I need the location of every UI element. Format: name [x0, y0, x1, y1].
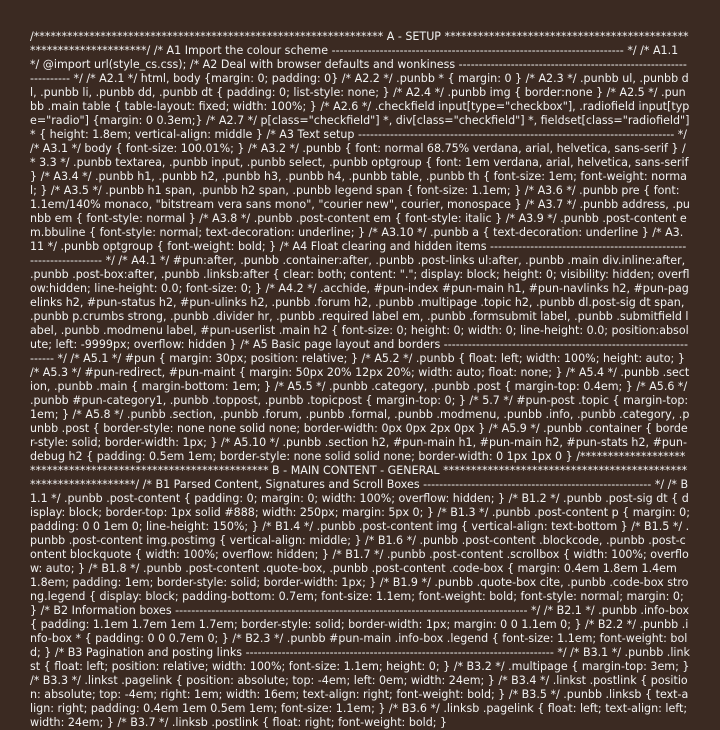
- stylesheet-source-text: /*************************************************************** A - SETUP *****************************************************************/ /* A1 Import the colour scheme ------------------------------------------------------------------------- */ /* A1.1 */ @import url(style_cs.css); /* A2 Deal with browser defaults and wonkiness ------------------------------------------------------------------- */ /* A2.1 */ html, body {margin: 0; padding: 0} /* A2.2 */ .punbb * { margin: 0 } /* A2.3 */ .punbb ul, .punbb dl, .punbb li, .punbb dd, .punbb dt { padding: 0; list-style: none; } /* A2.4 */ .punbb img { border:none } /* A2.5 */ .punbb .main table { table-layout: fixed; width: 100%; } /* A2.6 */ .checkfield input[type="checkbox"], .radiofield input[type="radio"] {margin: 0 0.3em;} /* A2.7 */ p[class="checkfield"] *, div[class="checkfield"] *, fieldset[class="radiofield"] * { height: 1.8em; vertical-align: middle } /* A3 Text setup ------------------------------------------------------------------------------- */ /* A3.1 */ body { font-size: 100.01%; } /* A3.2 */ .punbb { font: normal 68.75% verdana, arial, helvetica, sans-serif } /* 3.3 */ .punbb textarea, .punbb input, .punbb select, .punbb optgroup { font: 1em verdana, arial, helvetica, sans-serif } /* A3.4 */ .punbb h1, .punbb h2, .punbb h3, .punbb h4, .punbb table, .punbb th { font-size: 1em; font-weight: normal; } /* A3.5 */ .punbb h1 span, .punbb h2 span, .punbb legend span { font-size: 1.1em; } /* A3.6 */ .punbb pre { font: 1.1em/140% monaco, "bitstream vera sans mono", "courier new", courier, monospace } /* A3.7 */ .punbb address, .punbb em { font-style: normal } /* A3.8 */ .punbb .post-content em { font-style: italic } /* A3.9 */ .punbb .post-content em.bbuline { font-style: normal; text-decoration: underline; } /* A3.10 */ .punbb a { text-decoration: underline } /* A3.11 */ .punbb optgroup { font-weight: bold; } /* A4 Float clearing and hidden items ------------------------------------------------------------------- */ /* A4.1 */ #pun:after, .punbb .container:after, .punbb .post-links ul:after, .punbb .main div.inline:after, .punbb .post-box:after, .punbb .linksb:after { clear: both; content: "."; display: block; height: 0; visibility: hidden; overflow:hidden; line-height: 0.0; font-size: 0; } /* A4.2 */ .acchide, #pun-index #pun-main h1, #pun-navlinks h2, #pun-pagelinks h2, #pun-status h2, #pun-ulinks h2, .punbb .forum h2, .punbb .multipage .topic h2, .punbb dl.post-sig dt span, .punbb p.crumbs strong, .punbb .divider hr, .punbb .required label em, .punbb .formsubmit label, .punbb .submitfield label, .punbb .modmenu label, #pun-userlist .main h2 { font-size: 0; height: 0; width: 0; line-height: 0.0; position:absolute; left: -9999px; overflow: hidden } /* A5 Basic page layout and borders ------------------------------------------------------------------- */ /* A5.1 */ #pun { margin: 30px; position: relative; } /* A5.2 */ .punbb { float: left; width: 100%; height: auto; } /* A5.3 */ #pun-redirect, #pun-maint { margin: 50px 20% 12px 20%; width: auto; float: none; } /* A5.4 */ .punbb .section, .punbb .main { margin-bottom: 1em; } /* A5.5 */ .punbb .category, .punbb .post { margin-top: 0.4em; } /* A5.6 */ .punbb #pun-category1, .punbb .toppost, .punbb .topicpost { margin-top: 0; } /* 5.7 */ #pun-post .topic { margin-top: 1em; } /* A5.8 */ .punbb .section, .punbb .forum, .punbb .formal, .punbb .modmenu, .punbb .info, .punbb .category, .punbb .post { border-style: none none solid none; border-width: 0px 0px 2px 0px } /* A5.9 */ .punbb .container { border-style: solid; border-width: 1px; } /* A5.10 */ .punbb .section h2, #pun-main h1, #pun-main h2, #pun-stats h2, #pun-debug h2 { padding: 0.5em 1em; border-style: none solid solid none; border-width: 0 1px 1px 0 } /************************************************************** B - MAIN CONTENT - GENERAL ***************************************************************/ /* B1 Parsed Content, Signatures and Scroll Boxes --------------------------------------------------------- */ /* B1.1 */ .punbb .post-content { padding: 0; margin: 0; width: 100%; overflow: hidden; } /* B1.2 */ .punbb .post-sig dt { display: block; border-top: 1px solid #888; width: 250px; margin: 5px 0; } /* B1.3 */ .punbb .post-content p { margin: 0; padding: 0 0 1em 0; line-height: 150%; } /* B1.4 */ .punbb .post-content img { vertical-align: text-bottom } /* B1.5 */ .punbb .post-content img.postimg { vertical-align: middle; } /* B1.6 */ .punbb .post-content .blockcode, .punbb .post-content blockquote { width: 100%; overflow: hidden; } /* B1.7 */ .punbb .post-content .scrollbox { width: 100%; overflow: auto; } /* B1.8 */ .punbb .post-content .quote-box, .punbb .post-content .code-box { margin: 0.4em 1.8em 1.4em 1.8em; padding: 1em; border-style: solid; border-width: 1px; } /* B1.9 */ .punbb .quote-box cite, .punbb .code-box strong.legend { display: block; padding-bottom: 0.7em; font-size: 1.1em; font-weight: bold; font-style: normal; margin: 0; } /* B2 Information boxes ---------------------------------------------------------------------------------------- */ /* B2.1 */ .punbb .info-box { padding: 1.1em 1.7em 1em 1.7em; border-style: solid; border-width: 1px; margin: 0 0 1.1em 0; } /* B2.2 */ .punbb .info-box * { padding: 0 0 0.7em 0; } /* B2.3 */ .punbb #pun-main .info-box .legend { font-size: 1.1em; font-weight: bold; } /* B3 Pagination and posting links ----------------------------------------------------------------------------- */ /* B3.1 */ .punbb .linkst { float: left; position: relative; width: 100%; font-size: 1.1em; height: 0; } /* B3.2 */ .multipage { margin-top: 3em; } /* B3.3 */ .linkst .pagelink { position: absolute; top: -4em; left: 0em; width: 24em; } /* B3.4 */ .linkst .postlink { position: absolute; top: -4em; right: 1em; width: 16em; text-align: right; font-weight: bold; } /* B3.5 */ .punbb .linksb { text-align: right; padding: 0.4em 1em 0.5em 1em; font-size: 1.1em; } /* B3.6 */ .linksb .pagelink { float: left; text-align: left; width: 24em; } /* B3.7 */ .linksb .postlink { float: right; font-weight: bold; }: [30, 30, 690, 729]
- stylesheet-document: [30, 30, 690, 729]
